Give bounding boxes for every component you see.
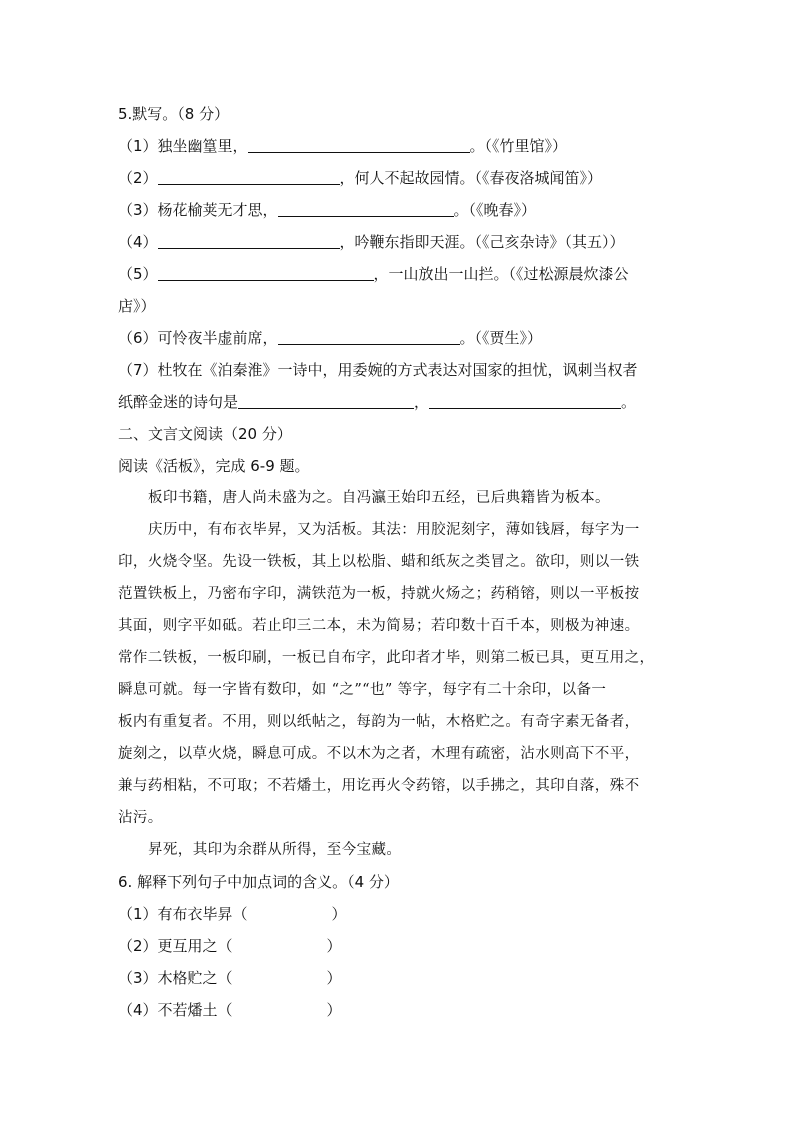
passage-line: 昇死，其印为余群从所得，至今宝藏。 <box>148 842 402 858</box>
q6-item-2-prompt: （2）更互用之（ <box>118 937 233 955</box>
q5-item-5-prompt: （5） <box>118 265 158 283</box>
passage-line: 庆历中，有布衣毕昇，又为活板。其法：用胶泥刻字，薄如钱唇，每字为一 <box>148 522 640 538</box>
answer-blank[interactable] <box>429 390 621 409</box>
closing-paren: ） <box>331 905 347 923</box>
answer-blank[interactable] <box>158 262 374 281</box>
q5-item-1 <box>118 130 678 162</box>
passage-line: 范置铁板上，乃密布字印，满铁范为一板，持就火炀之；药稍镕，则以一平板按 <box>118 586 640 602</box>
q5-item-5-continued: 店》） <box>118 297 156 315</box>
q5-item-5 <box>118 258 678 290</box>
q6-item-3 <box>118 962 678 994</box>
answer-blank[interactable] <box>238 390 414 409</box>
section-2-intro: 阅读《活板》，完成 6-9 题。 <box>118 457 310 475</box>
q5-item-3-prompt: （3）杨花榆荚无才思， <box>118 201 278 219</box>
passage-line: 常作二铁板，一板印刷，一板已自布字，此印者才毕，则第二板已具，更互用之， <box>118 650 655 666</box>
passage-line: 兼与药相粘，不可取；不若燔土，用讫再火令药镕，以手拂之，其印自落，殊不 <box>118 778 640 794</box>
answer-blank[interactable] <box>248 134 470 153</box>
q5-heading: 5.默写。（8 分） <box>118 105 230 123</box>
q5-item-5-source: ，一山放出一山拦。（《过松源晨炊漆公 <box>373 265 629 283</box>
q5-item-1-prompt: （1）独坐幽篁里， <box>118 137 248 155</box>
q6-heading: 6. 解释下列句子中加点词的含义。（4 分） <box>118 873 399 891</box>
exam-page <box>118 98 678 1026</box>
q6-item-2 <box>118 930 678 962</box>
q5-item-3-source: 。（《晚春》） <box>453 201 537 219</box>
closing-paren: ） <box>326 1001 342 1019</box>
answer-blank[interactable] <box>158 166 340 185</box>
q5-item-2-source: ，何人不起故园情。（《春夜洛城闻笛》） <box>339 169 603 187</box>
q6-item-3-prompt: （3）木格贮之（ <box>118 969 233 987</box>
q5-item-2 <box>118 162 678 194</box>
closing-paren: ） <box>326 937 342 955</box>
q5-item-1-source: 。（《竹里馆》） <box>469 137 568 155</box>
q6-item-4-prompt: （4）不若燔土（ <box>118 1001 233 1019</box>
answer-blank[interactable] <box>278 198 454 217</box>
q5-item-3 <box>118 194 678 226</box>
q5-item-6 <box>118 322 678 354</box>
q5-item-7-line1: （7）杜牧在《泊秦淮》一诗中，用委婉的方式表达对国家的担忧，讽刺当权者 <box>118 361 638 379</box>
q5-item-4-source: ，吟鞭东指即天涯。（《己亥杂诗》（其五）） <box>339 233 625 251</box>
passage-line: 沾污。 <box>118 810 163 826</box>
q5-item-7-period: 。 <box>621 393 637 411</box>
passage-line: 印，火烧令坚。先设一铁板，其上以松脂、蜡和纸灰之类冒之。欲印，则以一铁 <box>118 554 640 570</box>
answer-blank[interactable] <box>158 230 340 249</box>
q5-item-2-prompt: （2） <box>118 169 158 187</box>
section-2-heading: 二、文言文阅读（20 分） <box>118 425 292 443</box>
q5-item-6-source: 。（《贾生》） <box>459 329 543 347</box>
q5-item-4-prompt: （4） <box>118 233 158 251</box>
passage-line: 板内有重复者。不用，则以纸帖之，每韵为一帖，木格贮之。有奇字素无备者， <box>118 714 640 730</box>
answer-blank[interactable] <box>278 326 460 345</box>
passage-line: 瞬息可就。每一字皆有数印，如 “之”“也” 等字，每字有二十余印，以备一 <box>118 682 607 698</box>
q6-item-4 <box>118 994 678 1026</box>
q5-item-7-comma: ， <box>414 393 430 411</box>
q5-item-4 <box>118 226 678 258</box>
passage-line: 旋刻之，以草火烧，瞬息可成。不以木为之者，木理有疏密，沾水则高下不平， <box>118 746 640 762</box>
passage-line: 其面，则字平如砥。若止印三二本，未为简易；若印数十百千本，则极为神速。 <box>118 618 640 634</box>
closing-paren: ） <box>326 969 342 987</box>
q5-item-7-line2 <box>118 386 678 418</box>
q6-item-1 <box>118 898 678 930</box>
passage-line: 板印书籍，唐人尚未盛为之。自冯瀛王始印五经，已后典籍皆为板本。 <box>148 490 610 506</box>
q5-item-7-prompt: 纸醉金迷的诗句是 <box>118 393 239 411</box>
q5-item-6-prompt: （6）可怜夜半虚前席， <box>118 329 278 347</box>
q6-item-1-prompt: （1）有布衣毕昇（ <box>118 905 248 923</box>
